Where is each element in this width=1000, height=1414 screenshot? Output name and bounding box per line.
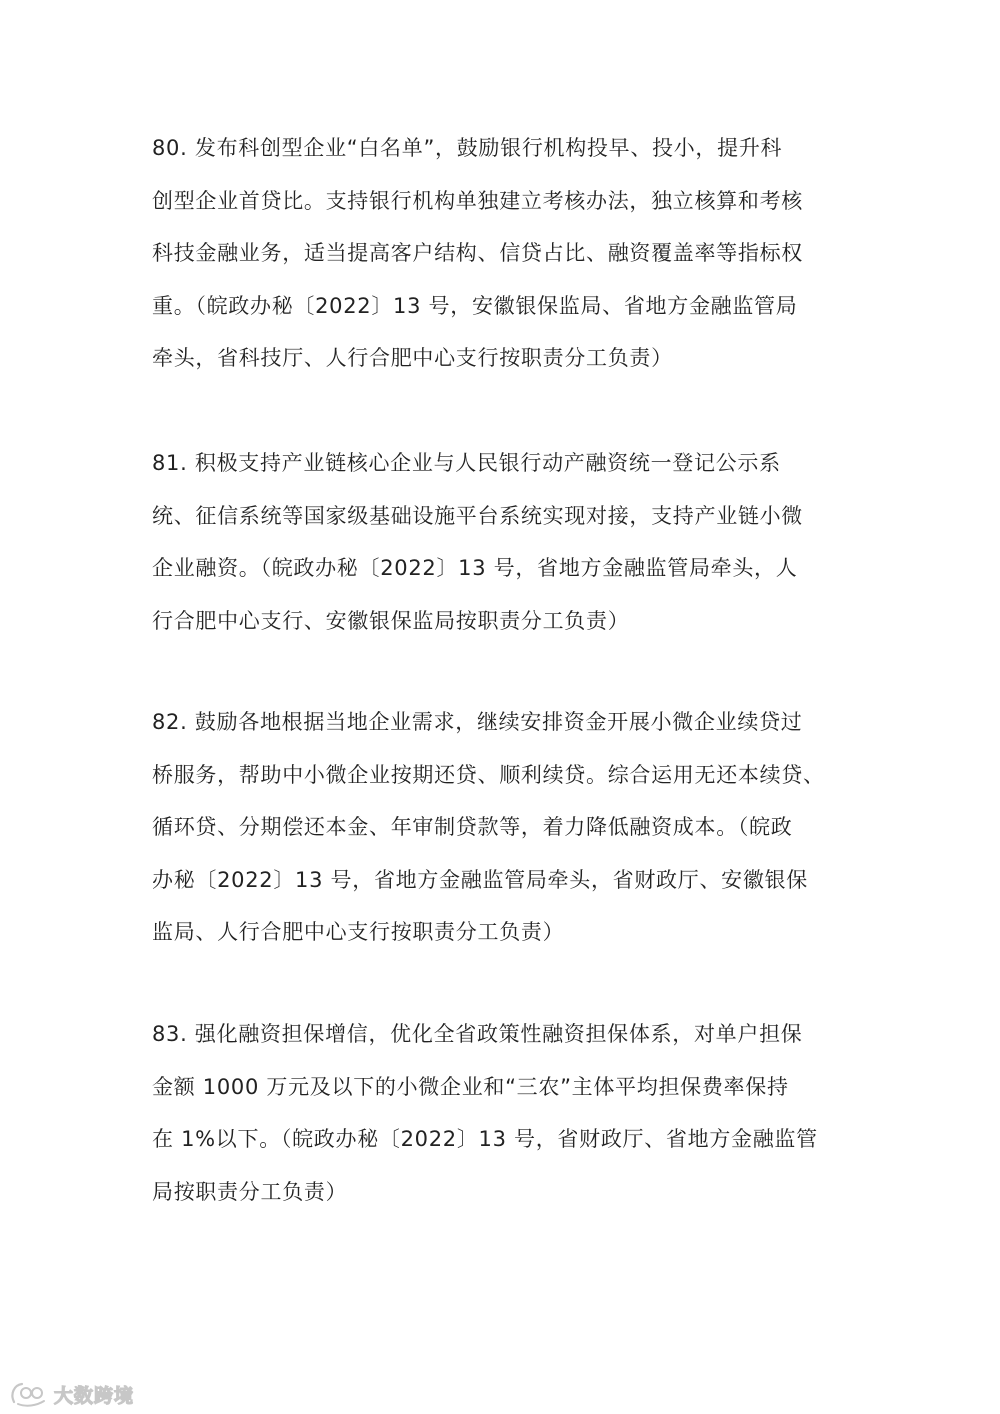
policy-item-82 xyxy=(152,696,852,959)
text-line: 在 1%以下。（皖政办秘〔2022〕13 号，省财政厅、省地方金融监管 xyxy=(152,1127,818,1151)
text-line: 牵头，省科技厅、人行合肥中心支行按职责分工负责） xyxy=(152,346,673,370)
text-line: 统、征信系统等国家级基础设施平台系统实现对接，支持产业链小微 xyxy=(152,503,803,528)
policy-item-81 xyxy=(152,437,852,647)
text-line: 循环贷、分期偿还本金、年审制贷款等，着力降低融资成本。（皖政 xyxy=(152,815,793,839)
text-line: 81. 积极支持产业链核心企业与人民银行动产融资统一登记公示系 xyxy=(152,451,781,475)
policy-item-80 xyxy=(152,122,852,385)
text-line: 83. 强化融资担保增信，优化全省政策性融资担保体系，对单户担保 xyxy=(152,1022,803,1046)
watermark-text: 大数跨境 xyxy=(54,1384,135,1407)
text-line: 重。（皖政办秘〔2022〕13 号，安徽银保监局、省地方金融监管局 xyxy=(152,293,798,318)
text-line: 82. 鼓励各地根据当地企业需求，继续安排资金开展小微企业续贷过 xyxy=(152,710,803,734)
watermark xyxy=(8,1378,134,1410)
text-line: 桥服务，帮助中小微企业按期还贷、顺利续贷。综合运用无还本续贷、 xyxy=(152,762,825,787)
text-line: 科技金融业务，适当提高客户结构、信贷占比、融资覆盖率等指标权 xyxy=(152,241,803,265)
text-line: 金额 1000 万元及以下的小微企业和“三农”主体平均担保费率保持 xyxy=(152,1074,789,1099)
text-line: 创型企业首贷比。支持银行机构单独建立考核办法，独立核算和考核 xyxy=(152,188,803,213)
text-line: 监局、人行合肥中心支行按职责分工负责） xyxy=(152,920,565,944)
policy-item-83 xyxy=(152,1008,852,1218)
text-line: 办秘〔2022〕13 号，省地方金融监管局牵头，省财政厅、安徽银保 xyxy=(152,867,808,892)
text-line: 企业融资。（皖政办秘〔2022〕13 号，省地方金融监管局牵头，人 xyxy=(152,556,798,580)
text-line: 局按职责分工负责） xyxy=(152,1179,348,1204)
text-line: 80. 发布科创型企业“白名单”，鼓励银行机构投早、投小，提升科 xyxy=(152,136,783,160)
text-line: 行合肥中心支行、安徽银保监局按职责分工负责） xyxy=(152,608,630,633)
brand-logo-icon xyxy=(8,1380,48,1408)
